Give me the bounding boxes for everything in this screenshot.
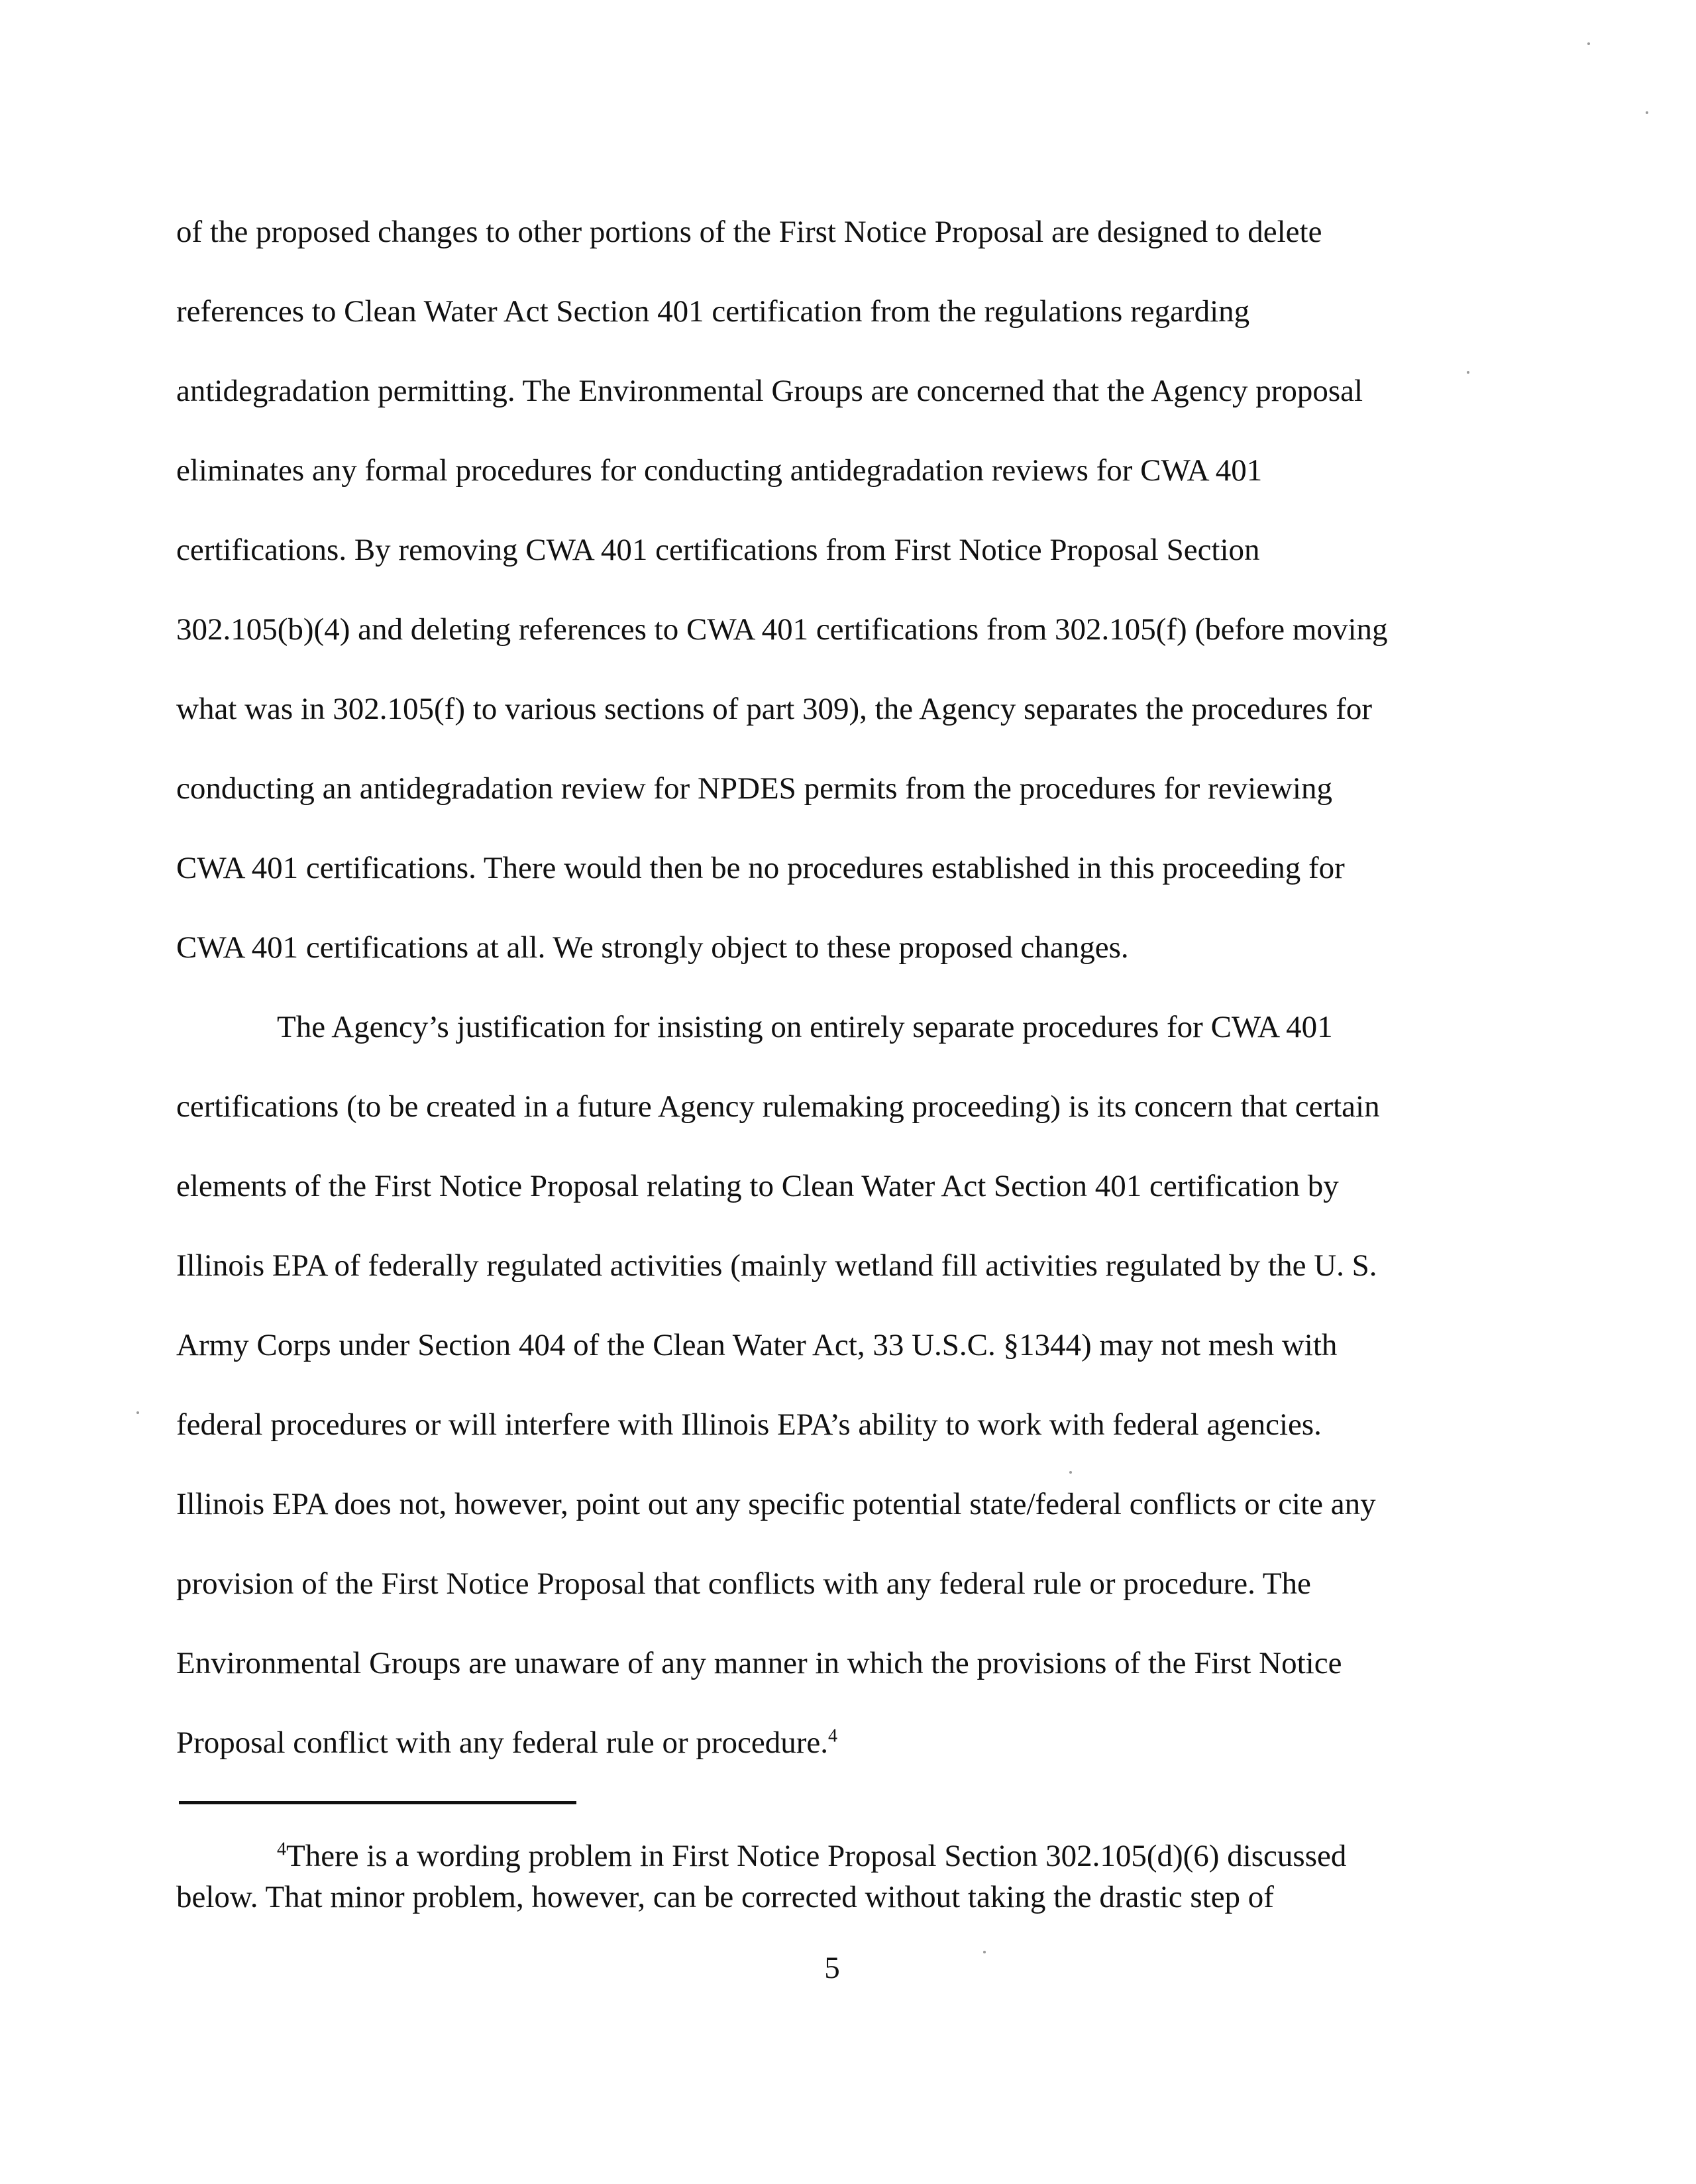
scan-speck xyxy=(1587,42,1590,45)
paragraph-line: The Agency’s justification for insisting on entirely separate procedures for CWA 401 xyxy=(277,1010,1333,1044)
paragraph-line: Environmental Groups are unaware of any manner in which the provisions of the First Notice xyxy=(176,1646,1342,1680)
footnote xyxy=(176,1835,1501,1918)
paragraph-line: antidegradation permitting. The Environmental Groups are concerned that the Agency proposal xyxy=(176,374,1363,408)
paragraph-line: CWA 401 certifications at all. We strongly object to these proposed changes. xyxy=(176,930,1129,965)
paragraph-line: of the proposed changes to other portions of the First Notice Proposal are designed to delete xyxy=(176,215,1322,249)
body-text xyxy=(176,192,1501,1782)
scan-speck xyxy=(983,1951,986,1953)
page-number: 5 xyxy=(824,1951,840,1985)
paragraph-line-last xyxy=(176,1703,1501,1782)
scan-speck xyxy=(1467,371,1469,374)
scan-speck xyxy=(1069,1471,1072,1474)
paragraph-line: Illinois EPA does not, however, point out any specific potential state/federal conflicts or cite any xyxy=(176,1487,1376,1521)
paragraph-line: certifications. By removing CWA 401 certifications from First Notice Proposal Section xyxy=(176,533,1260,567)
paragraph-line-text: Proposal conflict with any federal rule or procedure. xyxy=(176,1725,829,1760)
paragraph-line: provision of the First Notice Proposal that conflicts with any federal rule or procedure. The xyxy=(176,1566,1311,1601)
paragraph-line: Illinois EPA of federally regulated activities (mainly wetland fill activities regulated by the U. S. xyxy=(176,1248,1377,1283)
paragraph-line: Army Corps under Section 404 of the Clean Water Act, 33 U.S.C. §1344) may not mesh with xyxy=(176,1328,1338,1362)
paragraph-line: conducting an antidegradation review for NPDES permits from the procedures for reviewing xyxy=(176,771,1332,806)
paragraph-2 xyxy=(176,987,1501,1782)
paragraph-line: CWA 401 certifications. There would then be no procedures established in this proceeding for xyxy=(176,851,1345,885)
footnote-line-2: below. That minor problem, however, can be corrected without taking the drastic step of xyxy=(176,1880,1274,1914)
footnote-divider xyxy=(179,1801,576,1804)
footnote-line-1: There is a wording problem in First Notice Proposal Section 302.105(d)(6) discussed xyxy=(286,1839,1347,1873)
paragraph-line: federal procedures or will interfere with Illinois EPA’s ability to work with federal agencies. xyxy=(176,1407,1322,1442)
paragraph-line: what was in 302.105(f) to various sections of part 309), the Agency separates the procedures for xyxy=(176,692,1373,726)
paragraph-line: certifications (to be created in a future Agency rulemaking proceeding) is its concern that certain xyxy=(176,1089,1380,1124)
paragraph-line: references to Clean Water Act Section 401 certification from the regulations regarding xyxy=(176,294,1250,329)
paragraph-line: elements of the First Notice Proposal relating to Clean Water Act Section 401 certification by xyxy=(176,1169,1339,1203)
footnote-reference[interactable]: 4 xyxy=(828,1725,838,1747)
paragraph-line: 302.105(b)(4) and deleting references to CWA 401 certifications from 302.105(f) (before moving xyxy=(176,612,1388,647)
scan-speck xyxy=(136,1411,139,1414)
scan-speck xyxy=(1646,111,1648,114)
footnote-text xyxy=(176,1835,1501,1877)
footnote-mark: 4 xyxy=(277,1839,286,1860)
paragraph-1 xyxy=(176,192,1501,987)
paragraph-line: eliminates any formal procedures for conducting antidegradation reviews for CWA 401 xyxy=(176,453,1263,488)
